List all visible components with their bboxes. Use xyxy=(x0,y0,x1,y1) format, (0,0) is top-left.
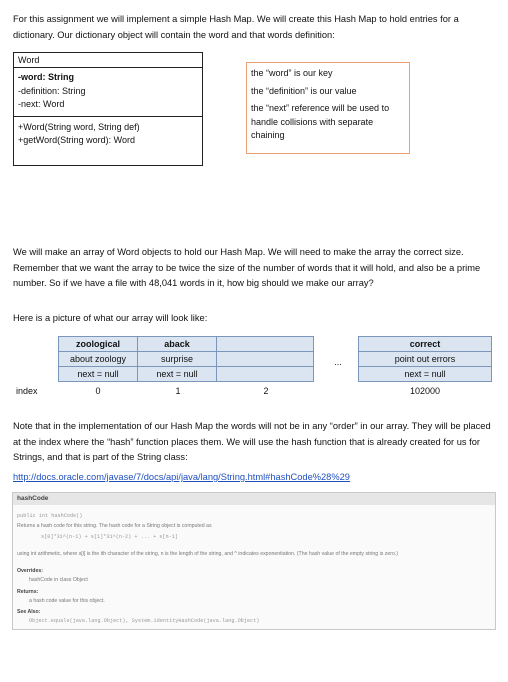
index-0: 0 xyxy=(95,386,101,396)
field-definition: -definition: String xyxy=(18,85,86,96)
javadoc-formula: s[0]*31^(n-1) + s[1]*31^(n-2) + ... + s[n-1] xyxy=(41,534,178,540)
cell-word-1: aback xyxy=(138,337,217,352)
javadoc-explanation: using int arithmetic, where s[i] is the ith character of the string, n is the length of the string, and ^ indicates exponentiation. (The hash value of the empty string is zero.) xyxy=(17,551,399,557)
cell-next-last: next = null xyxy=(359,367,492,382)
javadoc-signature: public int hashCode() xyxy=(17,513,83,519)
note-next: the “next” reference will be used to handle collisions with separate chaining xyxy=(251,103,390,140)
javadoc-overrides-label: Overrides: xyxy=(17,568,43,574)
javadoc-overrides-text: hashCode in class Object xyxy=(29,577,88,583)
picture-intro: Here is a picture of what our array will look like: xyxy=(13,313,208,323)
javadoc-seealso-text: Object.equals(java.lang.Object), System.identityHashCode(java.lang.Object) xyxy=(29,618,260,624)
note-key: the “word” is our key xyxy=(251,68,333,78)
array-last-cell xyxy=(358,336,492,382)
javadoc-title: hashCode xyxy=(13,493,495,505)
index-2: 2 xyxy=(263,386,269,396)
intro-paragraph: For this assignment we will implement a simple Hash Map. We will create this Hash Map to hold entries for a dictionary. Our dictionary object will contain the word and that words definition: xyxy=(13,14,459,40)
array-table xyxy=(58,336,314,382)
cell-word-last: correct xyxy=(359,337,492,352)
javadoc-returns-text: a hash code value for this object. xyxy=(29,598,105,604)
index-1: 1 xyxy=(175,386,181,396)
field-next: -next: Word xyxy=(18,99,65,109)
cell-def-last: point out errors xyxy=(359,352,492,367)
note-value: the “definition” is our value xyxy=(251,85,357,96)
field-word: -word: String xyxy=(18,72,74,82)
annotation-box xyxy=(246,62,410,154)
hash-function-paragraph: Note that in the implementation of our Hash Map the words will not be in any “order” in our array. They will be placed at the index where the “hash” function places them. We will use the hash function that is already created for us for Strings, and that is part of the String class: xyxy=(13,421,491,463)
method-constructor: +Word(String word, String def) xyxy=(18,121,140,132)
word-class-diagram xyxy=(13,52,203,166)
cell-word-2 xyxy=(217,337,314,352)
javadoc-returns-label: Returns: xyxy=(17,589,39,595)
cell-def-2 xyxy=(217,352,314,367)
cell-def-0: about zoology xyxy=(59,352,138,367)
javadoc-link[interactable]: http://docs.oracle.com/javase/7/docs/api/java/lang/String.html#hashCode%28%29 xyxy=(13,472,350,482)
array-size-paragraph: We will make an array of Word objects to hold our Hash Map. We will need to make the array the correct size. Remember that we want the array to be twice the size of the number of words that it will hold, and also be a prime number. So if we have a file with 48,041 words in it, how big should we make our array? xyxy=(13,247,481,289)
array-row-next xyxy=(59,367,314,382)
array-row-definition xyxy=(59,352,314,367)
class-methods xyxy=(14,116,202,165)
javadoc-seealso-label: See Also: xyxy=(17,609,41,615)
array-ellipsis: ... xyxy=(334,357,342,367)
method-getword: +getWord(String word): Word xyxy=(18,135,135,145)
cell-word-0: zoological xyxy=(59,337,138,352)
index-last: 102000 xyxy=(409,386,441,396)
cell-next-1: next = null xyxy=(138,367,217,382)
javadoc-screenshot xyxy=(12,492,496,630)
cell-next-0: next = null xyxy=(59,367,138,382)
array-row-word xyxy=(59,337,314,352)
javadoc-description: Returns a hash code for this string. The hash code for a String object is computed as xyxy=(17,523,212,529)
cell-next-2 xyxy=(217,367,314,382)
class-name: Word xyxy=(14,53,202,68)
class-fields xyxy=(14,68,202,116)
cell-def-1: surprise xyxy=(138,352,217,367)
index-label: index xyxy=(16,386,38,396)
